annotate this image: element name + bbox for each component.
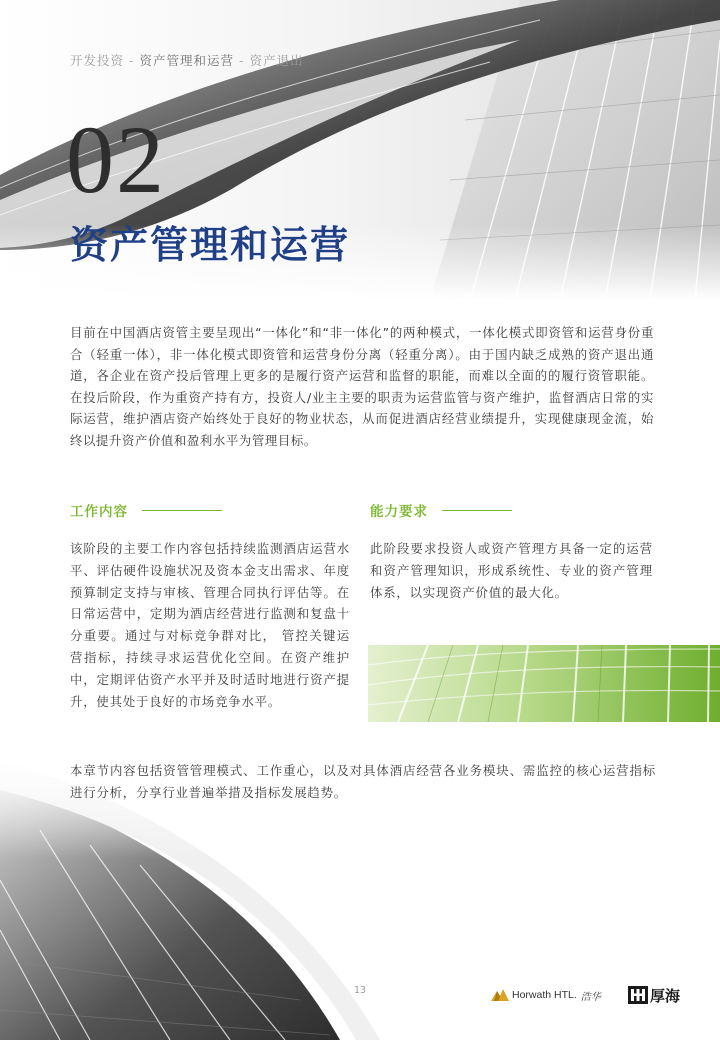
horwath-logo-text: Horwath HTL. [512,989,577,1001]
houhai-logo-text: 厚海 [650,986,681,1005]
horwath-logo-cn-text: 浩华 [580,991,601,1003]
horwath-htl-logo [491,987,601,1003]
breadcrumb-item-asset-exit: 资产退出 [249,53,304,68]
work-heading-label: 工作内容 [70,504,128,520]
houhai-mark-icon [628,985,648,1005]
breadcrumb-separator: - [239,53,245,68]
breadcrumb-item-asset-management: 资产管理和运营 [139,53,235,68]
ability-paragraph: 此阶段要求投资人或资产管理方具备一定的运营和资产管理知识，形成系统性、专业的资产管理体系，以实现资产价值的最大化。 [370,541,653,600]
heading-underline [142,510,222,511]
breadcrumb-item-investment: 开发投资 [70,53,125,68]
work-paragraph: 该阶段的主要工作内容包括持续监测酒店运营水平、评估硬件设施状况及资本金支出需求、年度预算制定支持与审核、管理合同执行评估等。在日常运营中，定期为酒店经营进行监测和复盘十分重要。通过与对标竞争群对比， 管控关键运营指标，持续寻求运营优化空间。在资产维护中，定期评估资产水平并及时适时地进行资产提升，使其处于良好的市场竞争水平。 [70,541,350,709]
intro-paragraph: 目前在中国酒店资管主要呈现出“一体化”和“非一体化”的两种模式，一体化模式即资管和运营身份重合（轻重一体），非一体化模式即资管和运营身份分离（轻重分离）。由于国内缺乏成熟的资产退出通道，各企业在资产投后管理上更多的是履行资产运营和监督的职能，而难以全面的的履行资管职能。在投后阶段，作为重资产持有方，投资人/业主主要的职责为运营监管与资产维护，监督酒店日常的实际运营，维护酒店资产始终处于良好的物业状态，从而促进酒店经营业绩提升，实现健康现金流，始终以提升资产价值和盈利水平为管理目标。 [70,325,654,448]
heading-underline [442,510,512,511]
green-building-photo [368,645,720,722]
ability-heading-label: 能力要求 [370,504,428,520]
houhai-logo [628,984,680,1006]
green-glass-facade-image [368,645,720,722]
breadcrumb [70,51,304,69]
ability-section-heading [370,500,512,520]
work-section-heading [70,500,222,520]
page-number: 13 [354,985,367,996]
chapter-title: 资产管理和运营 [70,222,351,267]
horwath-mountain-icon [491,988,509,1002]
chapter-summary-paragraph: 本章节内容包括资管管理模式、工作重心，以及对具体酒店经营各业务模块、需监控的核心运营指标进行分析，分享行业普遍举措及指标发展趋势。 [70,763,656,800]
breadcrumb-separator: - [129,53,135,68]
chapter-number: 02 [66,106,166,213]
